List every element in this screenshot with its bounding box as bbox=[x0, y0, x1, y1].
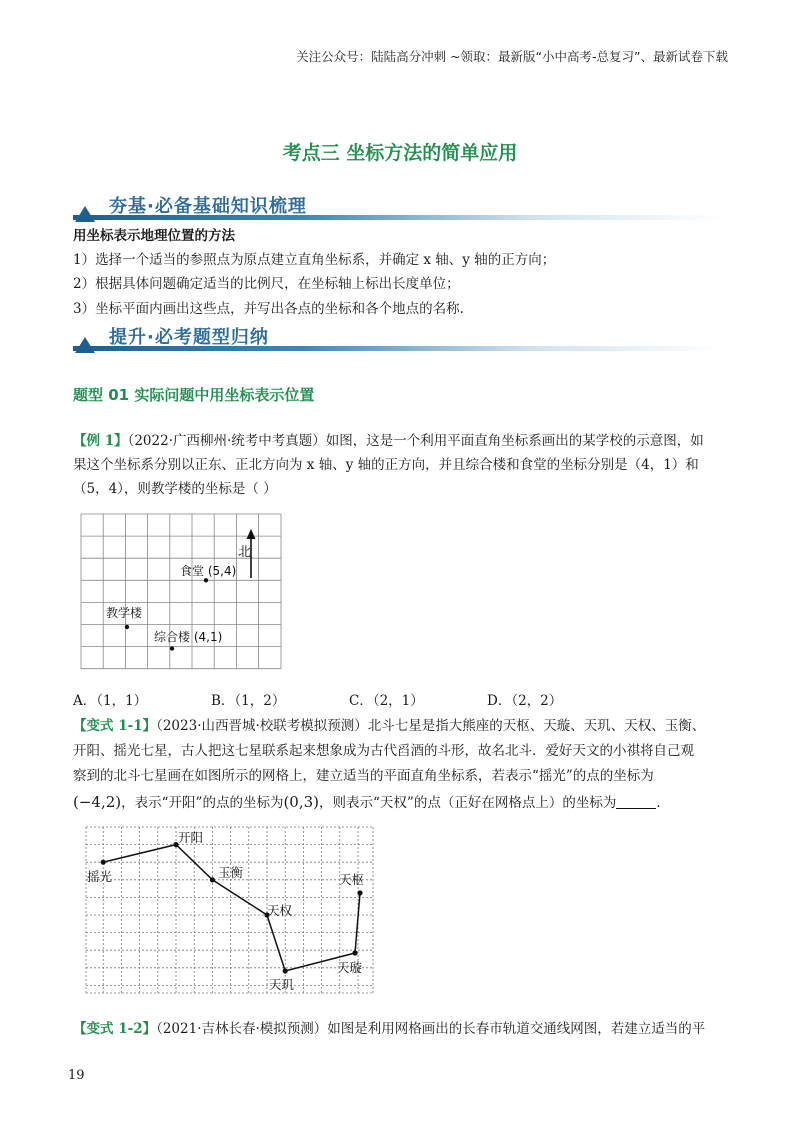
banner-triangle-icon bbox=[75, 206, 95, 222]
tianji-point bbox=[283, 968, 288, 973]
section-banner-basics bbox=[73, 196, 733, 222]
kaiyang-coord: (0,3) bbox=[283, 793, 320, 811]
example1-line2: 果这个坐标系分别以正东、正北方向为 x 轴、y 轴的正方向，并且综合楼和食堂的坐标分别是（4，1）和 bbox=[73, 457, 699, 473]
example1-text1: （2022·广西柳州·统考中考真题）如图，这是一个利用平面直角坐标系画出的某学校的示意图，如 bbox=[127, 433, 704, 449]
example1-tag: 【例 1】 bbox=[73, 433, 128, 449]
section-heading: 用坐标表示地理位置的方法 bbox=[73, 228, 235, 244]
yuheng-label: 玉衡 bbox=[218, 865, 244, 880]
page-title: 考点三 坐标方法的简单应用 bbox=[282, 142, 518, 164]
variant1-line3: 察到的北斗七星画在如图所示的网格上，建立适当的平面直角坐标系，若表示“摇光”的点的坐标为 bbox=[73, 768, 654, 784]
tianshu-point bbox=[357, 890, 362, 895]
variant1-end: . bbox=[656, 795, 661, 811]
canteen-label: 食堂 (5,4) bbox=[180, 564, 237, 578]
banner-triangle-icon bbox=[75, 337, 95, 353]
page-number: 19 bbox=[68, 1068, 85, 1083]
kaiyang-label: 开阳 bbox=[178, 830, 204, 845]
variant2-line1 bbox=[73, 1018, 733, 1040]
step-2: 2）根据具体问题确定适当的比例尺，在坐标轴上标出长度单位； bbox=[73, 276, 460, 292]
teaching-building-point bbox=[125, 625, 129, 629]
example1-options bbox=[73, 690, 733, 712]
banner-label: 夯基·必备基础知识梳理 bbox=[109, 196, 307, 217]
teaching-building-label: 教学楼 bbox=[106, 606, 143, 620]
variant1-tag: 【变式 1-1】 bbox=[73, 718, 157, 734]
tianquan-label: 天权 bbox=[267, 903, 293, 918]
variant2-text1: （2021·吉林长春·模拟预测）如图是利用网格画出的长春市轨道交通线网图，若建立适当的平 bbox=[156, 1021, 706, 1037]
step-3: 3）坐标平面内画出这些点，并写出各点的坐标和各个地点的名称. bbox=[73, 301, 464, 317]
variant1-line2: 开阳、摇光七星，古人把这七星联系起来想象成为古代舀酒的斗形，故名北斗．爱好天文的小祺将自己观 bbox=[73, 743, 694, 759]
banner-label: 提升·必考题型归纳 bbox=[109, 327, 269, 348]
yaoguang-point bbox=[101, 860, 106, 865]
header-note: 关注公众号：陆陆高分冲刺 ~领取：最新版“小中高考-总复习”、最新试卷下载 bbox=[296, 49, 728, 64]
yaoguang-label: 摇光 bbox=[87, 869, 113, 884]
variant1-line4 bbox=[73, 791, 733, 814]
option-c[interactable]: C．（2，1） bbox=[349, 693, 424, 709]
north-label: 北 bbox=[238, 545, 252, 560]
option-b[interactable]: B．（1，2） bbox=[211, 693, 286, 709]
step-1: 1）选择一个适当的参照点为原点建立直角坐标系，并确定 x 轴、y 轴的正方向； bbox=[73, 252, 556, 268]
dipper-grid bbox=[86, 827, 373, 993]
variant1-text4b: ，表示“开阳”的点的坐标为 bbox=[121, 795, 284, 811]
complex-building-label: 综合楼 (4,1) bbox=[154, 630, 223, 644]
variant1-line1 bbox=[73, 715, 733, 737]
yaoguang-coord: (−4,2) bbox=[73, 793, 122, 811]
school-map-figure bbox=[80, 513, 286, 675]
answer-blank[interactable] bbox=[616, 794, 656, 809]
section-banner-advanced bbox=[73, 327, 733, 353]
tianxuan-label: 天璇 bbox=[337, 960, 363, 975]
complex-building-point bbox=[170, 646, 174, 650]
big-dipper-figure bbox=[85, 826, 377, 996]
canteen-point bbox=[204, 578, 208, 582]
option-d[interactable]: D．（2，2） bbox=[487, 693, 563, 709]
north-arrow-head-icon bbox=[247, 529, 256, 539]
variant1-text4d: ，则表示“天权”的点（正好在网格点上）的坐标为 bbox=[319, 795, 617, 811]
variant2-tag: 【变式 1-2】 bbox=[73, 1021, 157, 1037]
tianshu-label: 天枢 bbox=[339, 872, 365, 887]
example1-line3: （5，4），则教学楼的坐标是（ ） bbox=[73, 481, 277, 497]
tianxuan-point bbox=[352, 950, 357, 955]
variant1-text1: （2023·山西晋城·校联考模拟预测）北斗七星是指大熊座的天枢、天璇、天玑、天权、玉衡、 bbox=[156, 718, 706, 734]
yuheng-point bbox=[210, 877, 215, 882]
question-type-title: 题型 01 实际问题中用坐标表示位置 bbox=[73, 386, 315, 404]
example1-line1 bbox=[73, 430, 733, 452]
tianji-label: 天玑 bbox=[269, 977, 295, 992]
option-a[interactable]: A．（1，1） bbox=[73, 693, 148, 709]
